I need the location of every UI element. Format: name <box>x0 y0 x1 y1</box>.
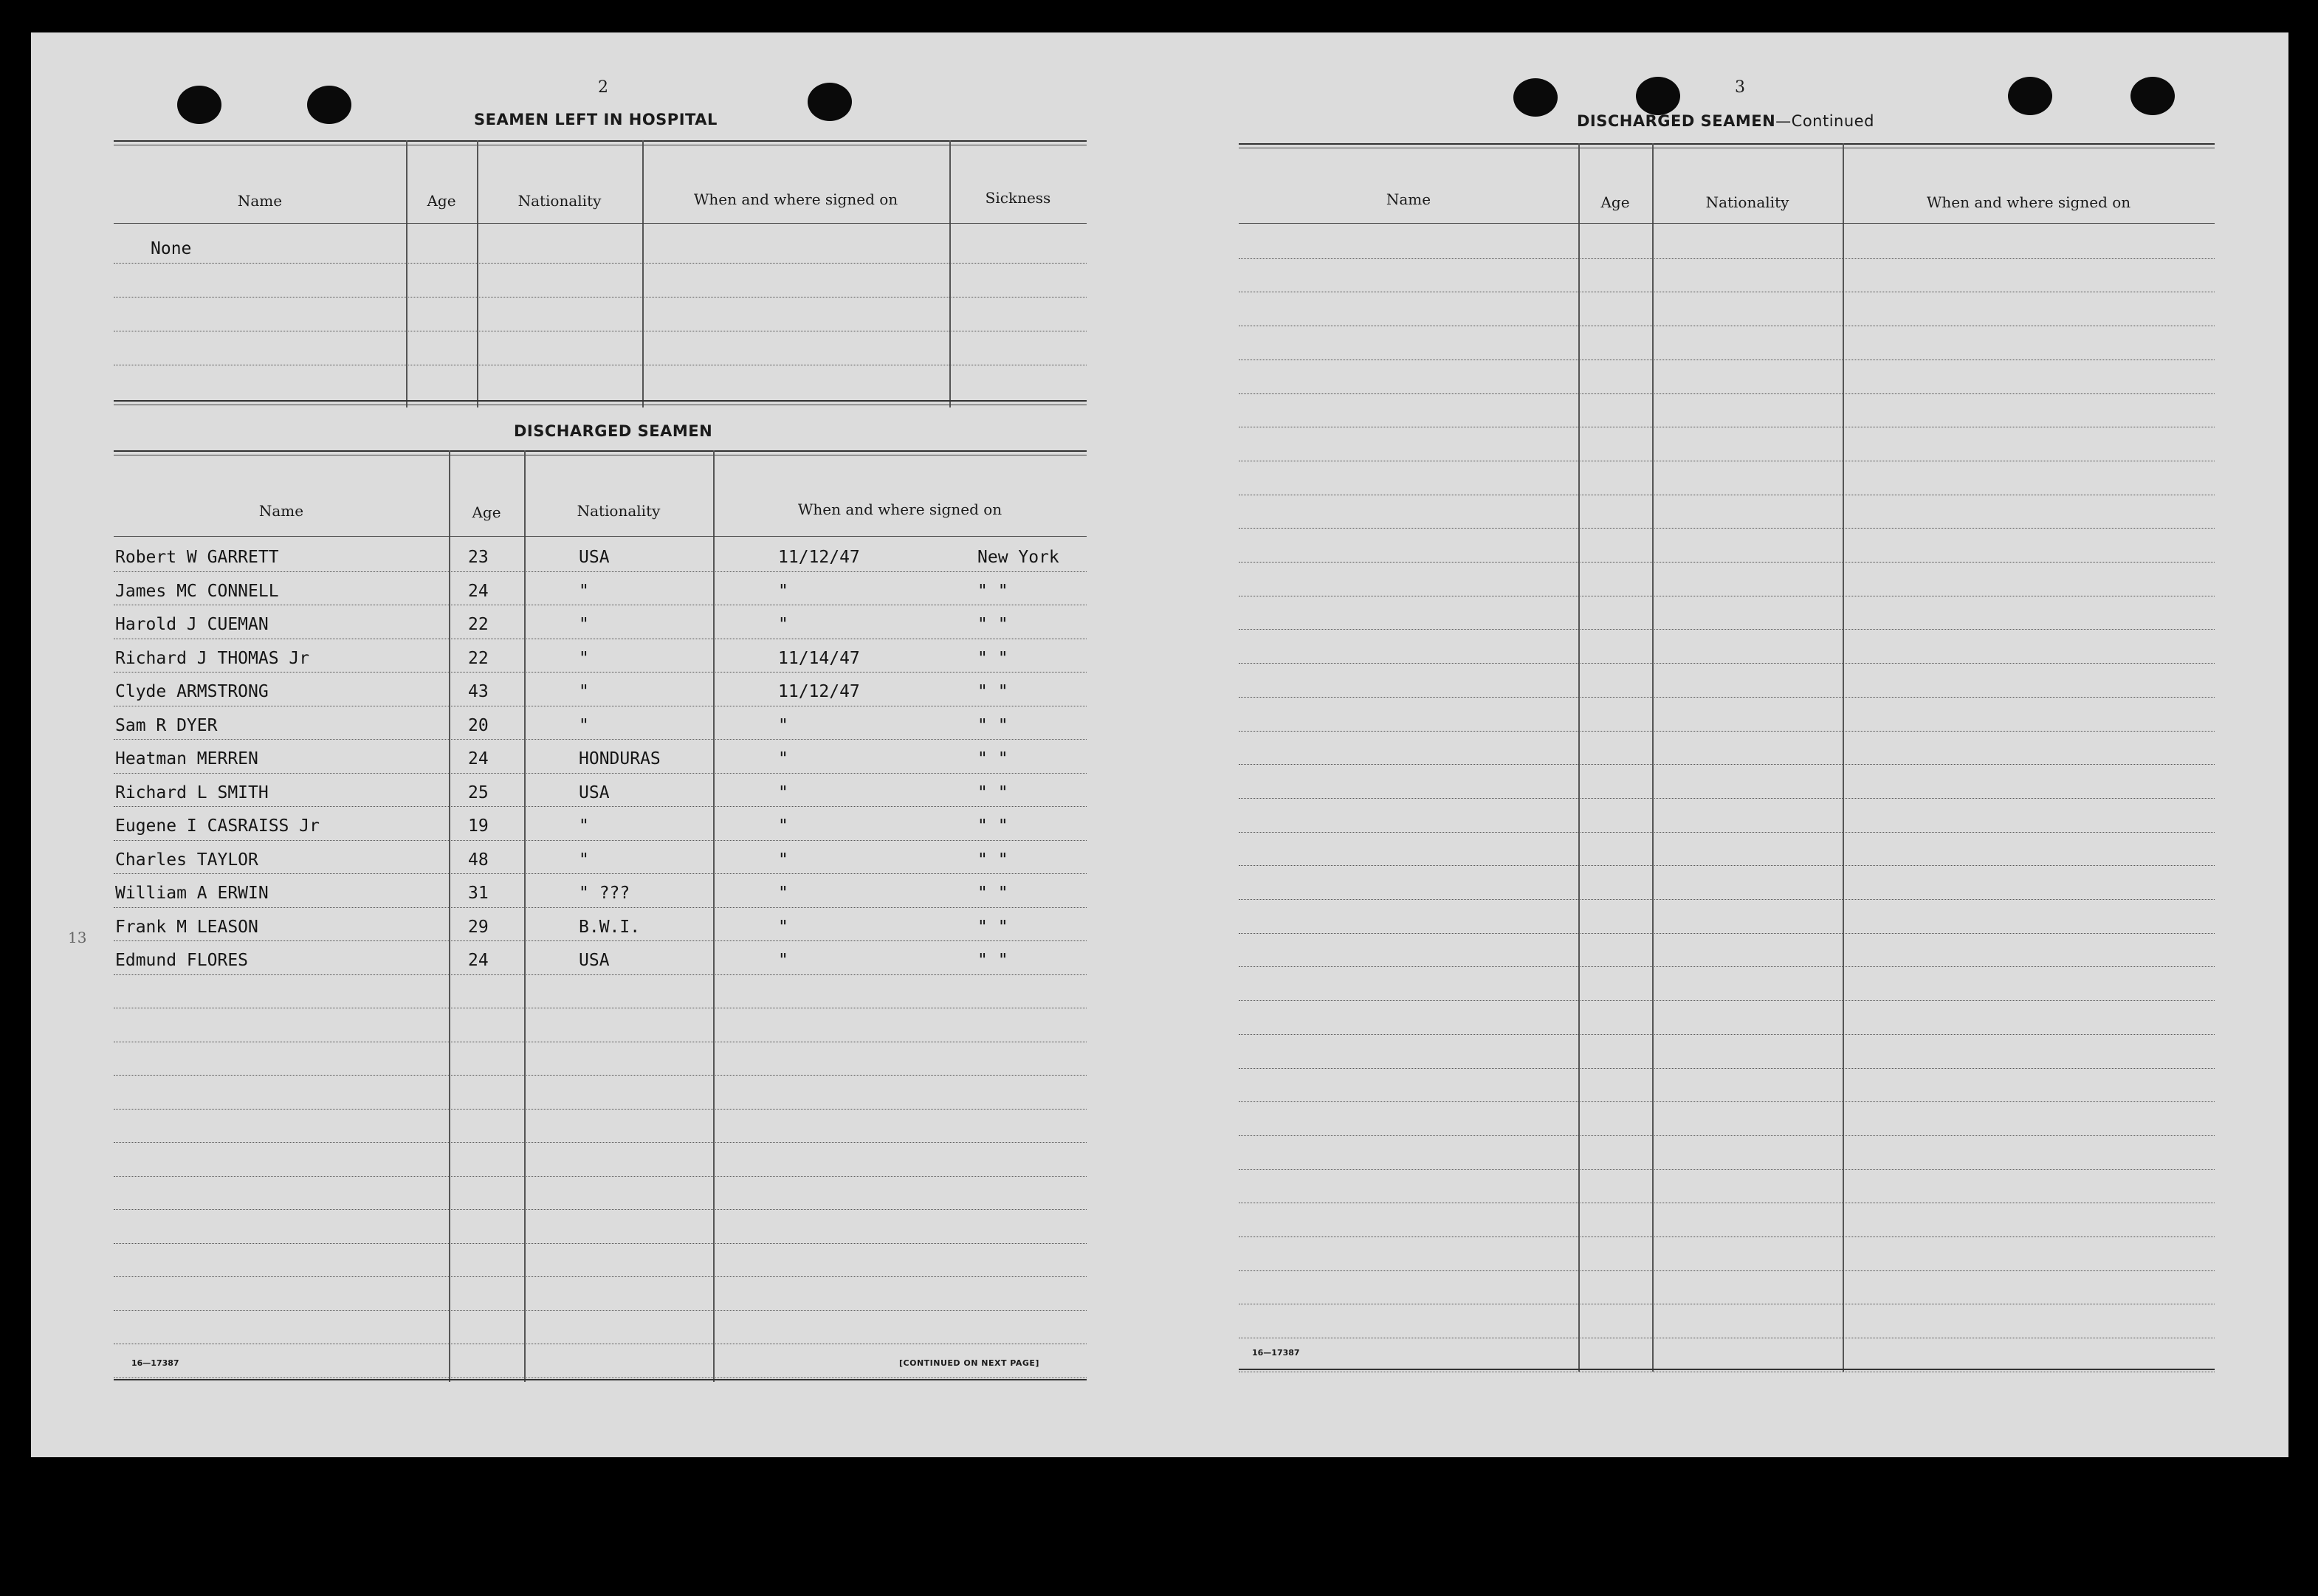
right-title-suffix: —Continued <box>1775 112 1874 130</box>
col-header-nationality: Nationality <box>577 502 661 520</box>
table-row <box>1239 629 2215 630</box>
place-cell: " " <box>977 917 1008 937</box>
margin-mark: 13 <box>68 929 87 946</box>
table-row <box>114 1243 1087 1244</box>
place-cell: " " <box>977 816 1008 836</box>
age-cell: 19 <box>468 816 489 836</box>
right-section-title <box>1577 112 1874 130</box>
name-cell: Robert W GARRETT <box>115 548 279 567</box>
nationality-cell: " <box>579 648 589 668</box>
col-header-nationality: Nationality <box>1705 193 1789 211</box>
table-row <box>1239 798 2215 799</box>
punch-hole <box>2130 77 2175 115</box>
age-cell: 43 <box>468 682 489 701</box>
place-cell: " " <box>977 615 1008 634</box>
age-cell: 24 <box>468 581 489 601</box>
form-number: 16—17387 <box>1252 1348 1300 1358</box>
table-row <box>114 1176 1087 1177</box>
nationality-cell: " <box>579 816 589 836</box>
nationality-cell: B.W.I. <box>579 917 641 937</box>
table-row <box>114 773 1087 774</box>
name-cell: Eugene I CASRAISS Jr <box>115 816 320 836</box>
nationality-cell: " <box>579 581 589 601</box>
name-cell: Frank M LEASON <box>115 917 258 937</box>
table-row <box>1239 258 2215 259</box>
nationality-cell: USA <box>579 548 610 567</box>
table-row <box>114 1377 1087 1378</box>
age-cell: 25 <box>468 782 489 802</box>
discharged-table <box>114 450 1087 1382</box>
place-cell: " " <box>977 782 1008 802</box>
table-row <box>1239 1068 2215 1069</box>
table-row <box>1239 865 2215 866</box>
discharged-section-title: DISCHARGED SEAMEN <box>514 422 713 440</box>
age-cell: 31 <box>468 884 489 903</box>
table-row <box>1239 899 2215 900</box>
continued-note: [CONTINUED ON NEXT PAGE] <box>899 1358 1039 1368</box>
date-cell: " <box>778 615 788 634</box>
table-row <box>114 1310 1087 1311</box>
table-row <box>1239 731 2215 732</box>
date-cell: " <box>778 816 788 836</box>
right-title-main: DISCHARGED SEAMEN <box>1577 112 1776 130</box>
punch-hole <box>2008 77 2052 115</box>
name-cell: Sam R DYER <box>115 715 218 735</box>
col-header-name: Name <box>237 192 283 210</box>
age-cell: 23 <box>468 548 489 567</box>
table-row <box>1239 933 2215 934</box>
punch-hole <box>177 86 221 124</box>
table-row <box>1239 764 2215 765</box>
age-cell: 20 <box>468 715 489 735</box>
nationality-cell: " <box>579 715 589 735</box>
date-cell: " <box>778 850 788 870</box>
age-cell: 24 <box>468 951 489 970</box>
date-cell: " <box>778 951 788 970</box>
hospital-section-title: SEAMEN LEFT IN HOSPITAL <box>474 111 718 128</box>
nationality-cell: USA <box>579 951 610 970</box>
table-row <box>1239 1270 2215 1271</box>
date-cell: 11/12/47 <box>778 682 860 701</box>
place-cell: " " <box>977 715 1008 735</box>
name-cell: William A ERWIN <box>115 884 269 903</box>
nationality-cell: " <box>579 682 589 701</box>
name-cell: Clyde ARMSTRONG <box>115 682 269 701</box>
table-row <box>114 974 1087 975</box>
place-cell: " " <box>977 581 1008 601</box>
punch-hole <box>307 86 351 124</box>
nationality-cell: " ??? <box>579 884 630 903</box>
table-row <box>1239 832 2215 833</box>
table-row <box>114 672 1087 673</box>
name-cell: Richard L SMITH <box>115 782 269 802</box>
name-cell: Charles TAYLOR <box>115 850 258 870</box>
age-cell: 24 <box>468 749 489 768</box>
table-row <box>1239 1236 2215 1237</box>
date-cell: " <box>778 715 788 735</box>
col-header-signed-on: When and where signed on <box>797 501 1002 518</box>
age-cell: 29 <box>468 917 489 937</box>
discharged-continued-table <box>1239 143 2215 1372</box>
date-cell: " <box>778 782 788 802</box>
table-row <box>114 1276 1087 1277</box>
name-cell: Heatman MERREN <box>115 749 258 768</box>
table-row <box>114 571 1087 572</box>
name-cell: Richard J THOMAS Jr <box>115 648 310 668</box>
place-cell: " " <box>977 682 1008 701</box>
table-row <box>1239 528 2215 529</box>
name-cell: James MC CONNELL <box>115 581 279 601</box>
table-row <box>1239 393 2215 394</box>
table-row <box>1239 1034 2215 1035</box>
col-header-age: Age <box>1600 193 1630 211</box>
date-cell: " <box>778 917 788 937</box>
table-row <box>114 873 1087 874</box>
punch-hole <box>808 83 852 121</box>
place-cell: " " <box>977 884 1008 903</box>
age-cell: 22 <box>468 648 489 668</box>
document-sheet <box>31 32 2288 1457</box>
hospital-table <box>114 140 1087 407</box>
table-row <box>114 739 1087 740</box>
table-row <box>114 907 1087 908</box>
date-cell: " <box>778 749 788 768</box>
nationality-cell: " <box>579 615 589 634</box>
table-row <box>1239 1000 2215 1001</box>
col-header-name: Name <box>258 502 304 520</box>
date-cell: " <box>778 884 788 903</box>
place-cell: New York <box>977 548 1059 567</box>
punch-hole <box>1636 77 1680 115</box>
col-header-name: Name <box>1386 190 1431 208</box>
date-cell: " <box>778 581 788 601</box>
table-row <box>114 940 1087 941</box>
table-row <box>1239 663 2215 664</box>
date-cell: 11/14/47 <box>778 648 860 668</box>
table-row <box>114 840 1087 841</box>
hospital-row-name: None <box>151 239 192 258</box>
place-cell: " " <box>977 749 1008 768</box>
punch-hole <box>1513 78 1558 117</box>
name-cell: Edmund FLORES <box>115 951 249 970</box>
table-row <box>114 1142 1087 1143</box>
table-row <box>1239 1101 2215 1102</box>
table-row <box>114 1209 1087 1210</box>
table-row <box>114 806 1087 807</box>
table-row <box>114 1075 1087 1076</box>
left-page-number: 2 <box>598 78 608 97</box>
table-row <box>1239 562 2215 563</box>
place-cell: " " <box>977 648 1008 668</box>
nationality-cell: USA <box>579 782 610 802</box>
col-header-nationality: Nationality <box>517 192 602 210</box>
nationality-cell: " <box>579 850 589 870</box>
nationality-cell: HONDURAS <box>579 749 661 768</box>
col-header-signed-on: When and where signed on <box>693 190 898 208</box>
form-number: 16—17387 <box>131 1358 179 1368</box>
col-header-signed-on: When and where signed on <box>1926 193 2131 211</box>
table-row <box>114 1109 1087 1110</box>
table-row <box>1239 1135 2215 1136</box>
col-header-age: Age <box>427 192 456 210</box>
table-row <box>1239 966 2215 967</box>
place-cell: " " <box>977 951 1008 970</box>
place-cell: " " <box>977 850 1008 870</box>
age-cell: 22 <box>468 615 489 634</box>
table-row <box>1239 1169 2215 1170</box>
table-row <box>1239 697 2215 698</box>
date-cell: 11/12/47 <box>778 548 860 567</box>
col-header-age: Age <box>472 503 501 521</box>
right-page-number: 3 <box>1735 78 1745 97</box>
name-cell: Harold J CUEMAN <box>115 615 269 634</box>
col-header-sickness: Sickness <box>985 189 1051 207</box>
age-cell: 48 <box>468 850 489 870</box>
